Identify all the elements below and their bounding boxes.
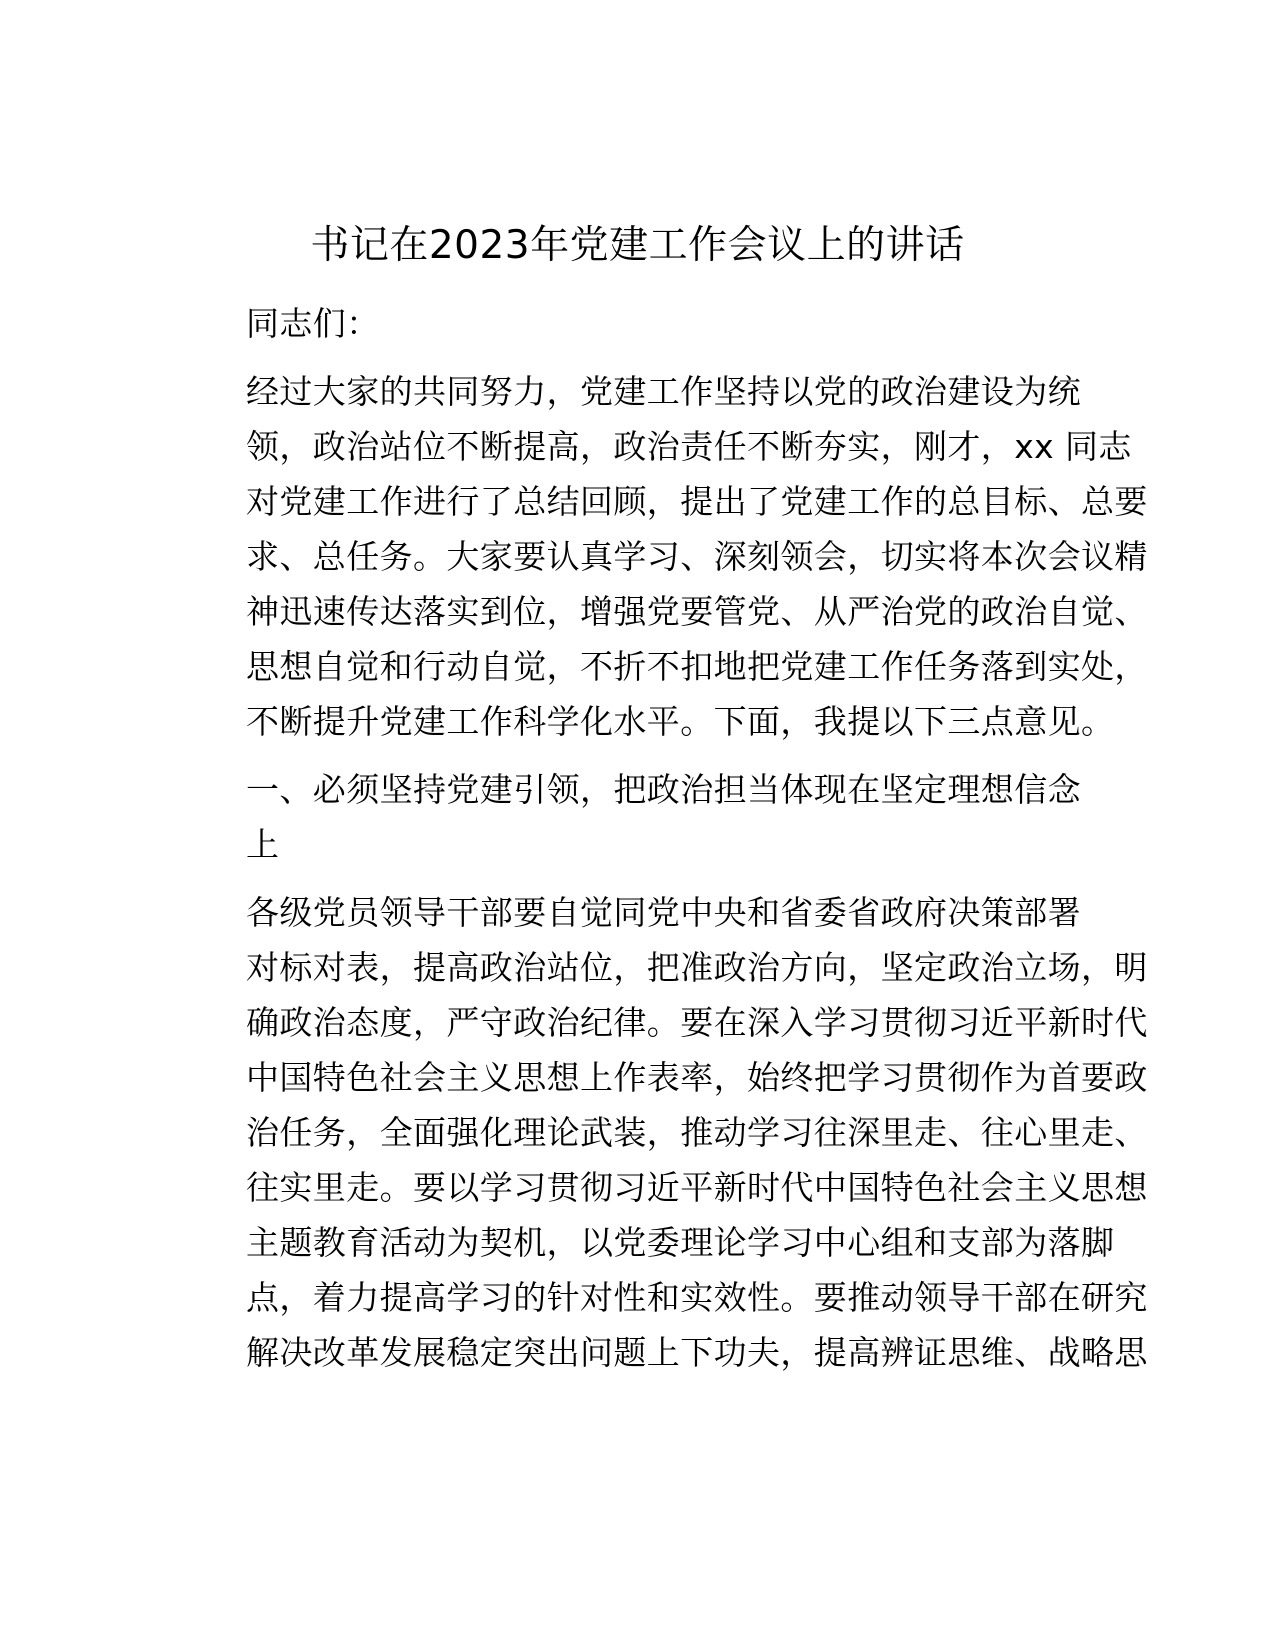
text-line: 领，政治站位不断提高，政治责任不断夯实，刚才，xx 同志: [246, 427, 1132, 466]
text-line: 点，着力提高学习的针对性和实效性。要推动领导干部在研究: [246, 1278, 1148, 1317]
text-line: 治任务，全面强化理论武装，推动学习往深里走、往心里走、: [246, 1113, 1148, 1152]
text-line: 一、必须坚持党建引领，把政治担当体现在坚定理想信念: [246, 770, 1081, 809]
text-line: 思想自觉和行动自觉，不折不扣地把党建工作任务落到实处，: [246, 647, 1148, 686]
paragraph-greeting: [180, 296, 1095, 351]
text-line: 上: [246, 825, 280, 864]
paragraph-section-1-body: [180, 885, 1148, 1380]
text-line: 解决改革发展稳定突出问题上下功夫，提高辨证思维、战略思: [246, 1333, 1148, 1372]
section-heading-1: [180, 762, 1095, 872]
document-body: [180, 296, 1148, 1393]
paragraph-intro: [180, 364, 1148, 749]
text-line: 神迅速传达落实到位，增强党要管党、从严治党的政治自觉、: [246, 592, 1148, 631]
text-line: 确政治态度，严守政治纪律。要在深入学习贯彻习近平新时代: [246, 1003, 1148, 1042]
text-line: 经过大家的共同努力，党建工作坚持以党的政治建设为统: [246, 372, 1081, 411]
document-title: 书记在2023年党建工作会议上的讲话: [310, 223, 965, 268]
text-line: 主题教育活动为契机，以党委理论学习中心组和支部为落脚: [246, 1223, 1115, 1262]
text-line: 对标对表，提高政治站位，把准政治方向，坚定政治立场，明: [246, 948, 1148, 987]
text-line: 往实里走。要以学习贯彻习近平新时代中国特色社会主义思想: [246, 1168, 1148, 1207]
text-line: 同志们：: [246, 304, 380, 343]
text-line: 中国特色社会主义思想上作表率，始终把学习贯彻作为首要政: [246, 1058, 1148, 1097]
text-line: 各级党员领导干部要自觉同党中央和省委省政府决策部署: [246, 893, 1081, 932]
text-line: 对党建工作进行了总结回顾，提出了党建工作的总目标、总要: [246, 482, 1148, 521]
text-line: 求、总任务。大家要认真学习、深刻领会，切实将本次会议精: [246, 537, 1148, 576]
text-line: 不断提升党建工作科学化水平。下面，我提以下三点意见。: [246, 702, 1115, 741]
